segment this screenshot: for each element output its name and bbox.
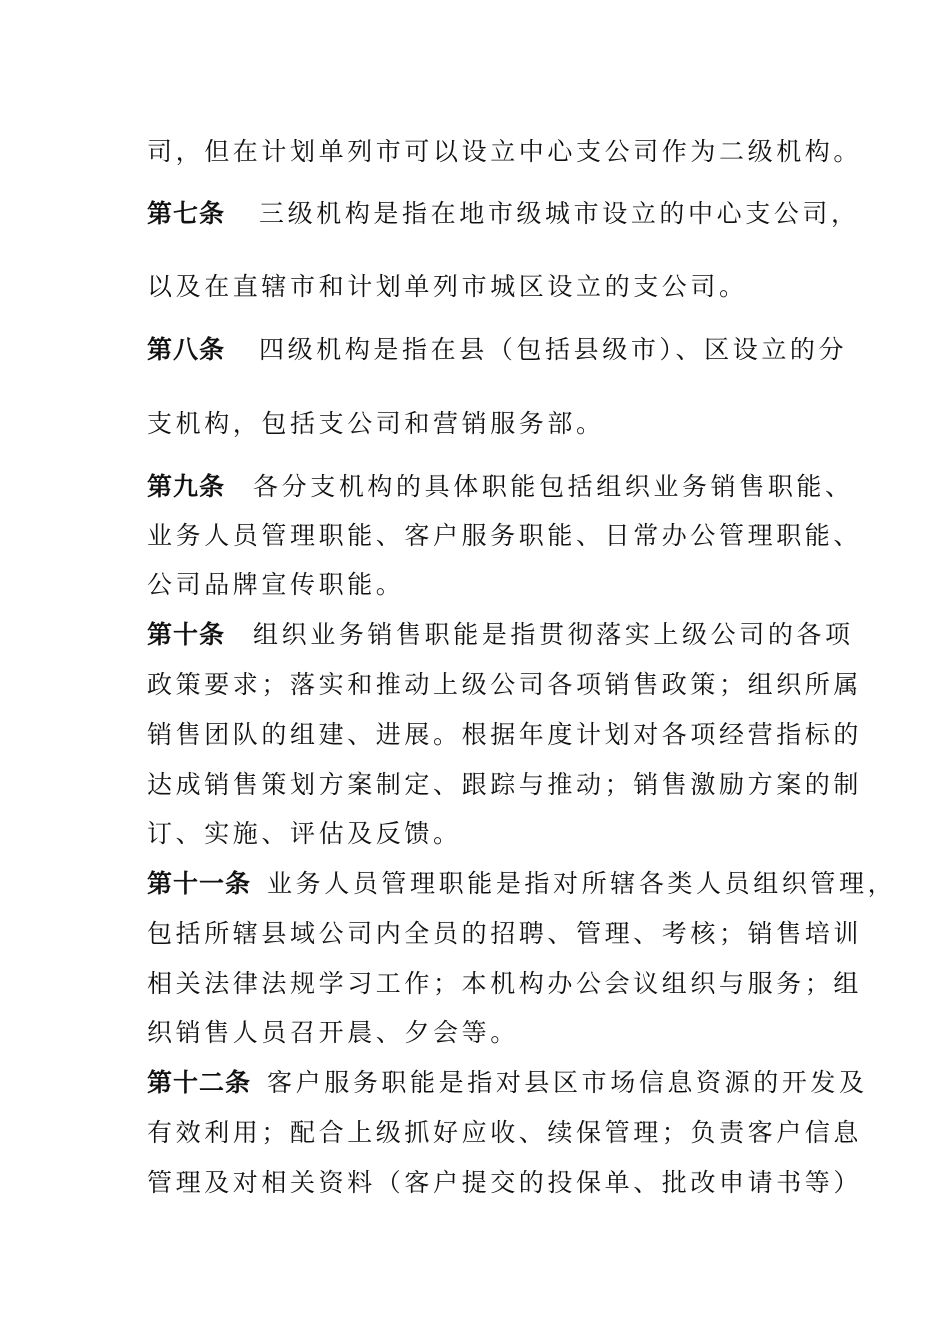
line-text: 相关法律法规学习工作；本机构办公会议组织与服务；组 [147, 969, 863, 998]
paragraph-line [147, 569, 817, 601]
article-9-heading-line [147, 471, 854, 503]
paragraph-line [147, 408, 817, 440]
article-label: 第七条 [147, 199, 226, 228]
article-12-heading-line [147, 1067, 868, 1099]
line-text: 公司品牌宣传职能。 [147, 570, 405, 599]
line-text: 司，但在计划单列市可以设立中心支公司作为二级机构。 [147, 137, 863, 166]
article-label: 第九条 [147, 472, 226, 501]
paragraph-line [147, 918, 863, 950]
line-text: 四级机构是指在县（包括县级市）、区设立的分 [259, 335, 848, 364]
paragraph-line [147, 719, 863, 751]
line-text: 有效利用；配合上级抓好应收、续保管理；负责客户信息 [147, 1118, 863, 1147]
article-10-heading-line [147, 619, 854, 651]
article-8-heading-line [147, 334, 848, 366]
line-text: 业务人员管理职能、客户服务职能、日常办公管理职能、 [147, 521, 863, 550]
line-text: 各分支机构的具体职能包括组织业务销售职能、 [253, 472, 854, 501]
line-text: 支机构，包括支公司和营销服务部。 [147, 409, 605, 438]
paragraph-line [147, 520, 863, 552]
line-text: 销售团队的组建、进展。根据年度计划对各项经营指标的 [147, 720, 863, 749]
article-11-heading-line [147, 868, 897, 900]
paragraph-line [147, 669, 863, 701]
line-text: 组织业务销售职能是指贯彻落实上级公司的各项 [253, 620, 854, 649]
paragraph-line [147, 769, 863, 801]
paragraph-line [147, 1117, 863, 1149]
line-text: 织销售人员召开晨、夕会等。 [147, 1018, 519, 1047]
line-text: 管理及对相关资料（客户提交的投保单、批改申请书等） [147, 1168, 863, 1197]
line-text: 以及在直辖市和计划单列市城区设立的支公司。 [147, 272, 748, 301]
article-label: 第十二条 [147, 1068, 252, 1097]
article-label: 第十条 [147, 620, 226, 649]
paragraph-line [147, 136, 863, 168]
paragraph-line [147, 968, 863, 1000]
line-text: 订、实施、评估及反馈。 [147, 819, 462, 848]
paragraph-line [147, 1167, 863, 1199]
line-text: 包括所辖县域公司内全员的招聘、管理、考核；销售培训 [147, 919, 863, 948]
paragraph-line [147, 271, 817, 303]
line-text: 业务人员管理职能是指对所辖各类人员组织管理， [267, 869, 897, 898]
article-7-heading-line [147, 198, 860, 230]
paragraph-line [147, 1017, 817, 1049]
paragraph-line [147, 818, 817, 850]
line-text: 客户服务职能是指对县区市场信息资源的开发及 [267, 1068, 868, 1097]
line-text: 三级机构是指在地市级城市设立的中心支公司， [259, 199, 860, 228]
line-text: 达成销售策划方案制定、跟踪与推动；销售激励方案的制 [147, 770, 863, 799]
line-text: 政策要求；落实和推动上级公司各项销售政策；组织所属 [147, 670, 863, 699]
article-label: 第十一条 [147, 869, 252, 898]
article-label: 第八条 [147, 335, 226, 364]
